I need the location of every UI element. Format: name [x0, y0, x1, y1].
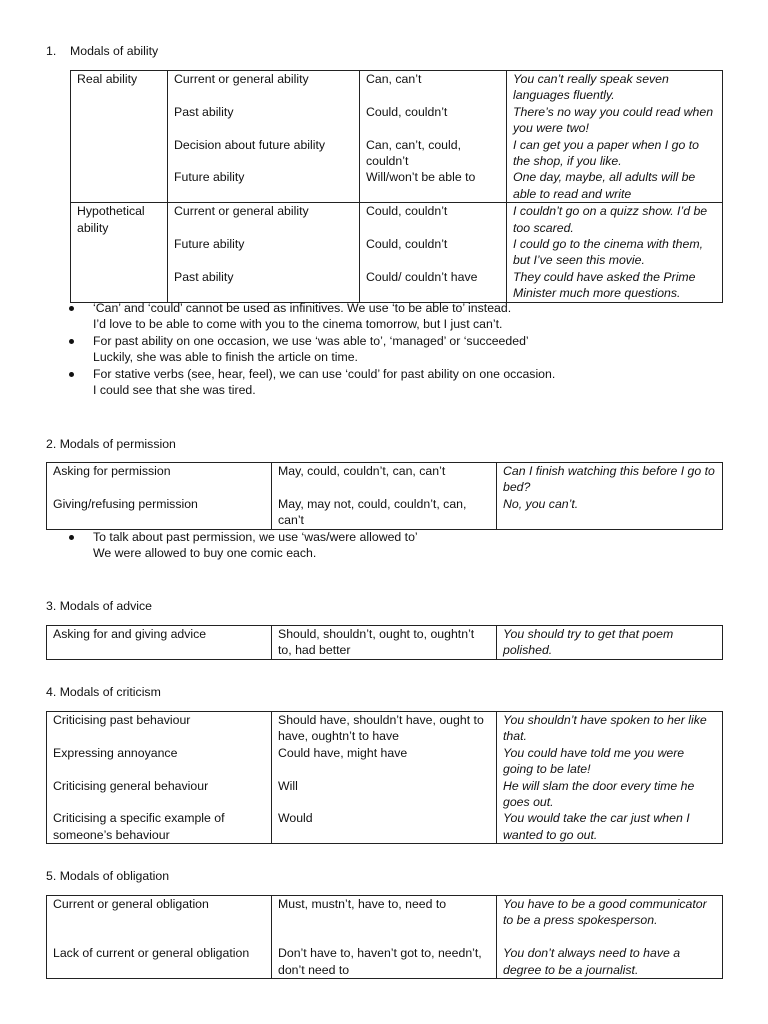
note-text: ‘Can’ and ‘could’ cannot be used as infinitives. We use ‘to be able to’ instead. — [93, 301, 512, 315]
example-cell — [497, 463, 723, 530]
example-entry: Can I finish watching this before I go to bed? — [503, 464, 715, 495]
forms-cell — [272, 712, 497, 844]
category-cell: Hypothetical ability — [71, 203, 168, 302]
forms-entry: Would — [278, 811, 313, 826]
example-entry: You have to be a good communicator to be a press spokesperson. — [503, 897, 707, 928]
forms-cell — [272, 463, 497, 530]
use-entry: Criticising past behaviour — [53, 713, 191, 727]
use-cell — [168, 203, 360, 302]
section-heading-advice — [46, 598, 152, 614]
use-cell — [47, 463, 272, 530]
section-number: 3. — [46, 599, 57, 613]
permission-notes — [66, 529, 418, 562]
example-entry: I could go to the cinema with them, but I’ve seen this movie. — [513, 237, 704, 268]
note-example: I could see that she was tired. — [93, 383, 256, 398]
forms-entry: Could/ couldn’t have — [366, 269, 478, 284]
example-entry: You can’t really speak seven languages fluently. — [513, 72, 669, 103]
permission-table — [46, 462, 723, 530]
use-entry: Decision about future ability — [174, 137, 326, 152]
forms-cell: Should, shouldn’t, ought to, oughtn’t to, had better — [272, 626, 497, 660]
example-entry: They could have asked the Prime Minister much more questions. — [513, 269, 696, 301]
section-heading-criticism — [46, 684, 161, 700]
list-item — [66, 333, 555, 366]
forms-entry: Could, couldn’t — [366, 104, 448, 119]
use-entry: Lack of current or general obligation — [53, 946, 250, 961]
use-entry: Current or general ability — [174, 204, 309, 219]
example-entry: You would take the car just when I wanted to go out. — [503, 811, 690, 842]
use-entry: Criticising a specific example of someone’s behaviour — [53, 811, 225, 842]
use-cell — [47, 896, 272, 979]
example-entry: You could have told me you were going to be late! — [503, 745, 685, 777]
forms-entry: Could, couldn’t — [366, 204, 448, 219]
forms-cell — [360, 203, 507, 302]
section-number: 2. — [46, 437, 57, 451]
list-item — [66, 366, 555, 399]
example-entry: I can get you a paper when I go to the shop, if you like. — [513, 137, 699, 168]
use-cell — [47, 712, 272, 844]
forms-entry: Should have, shouldn’t have, ought to have, oughtn’t to have — [278, 713, 484, 744]
note-text: For stative verbs (see, hear, feel), we can use ‘could’ for past ability on one occasion. — [93, 366, 556, 381]
table-row — [71, 203, 723, 302]
example-entry: No, you can’t. — [503, 496, 579, 511]
forms-entry: Will — [278, 778, 298, 793]
note-example: We were allowed to buy one comic each. — [93, 546, 317, 561]
example-cell — [497, 712, 723, 844]
category-cell: Real ability — [71, 71, 168, 203]
section-number: 5. — [46, 869, 57, 883]
forms-entry: Must, mustn’t, have to, need to — [278, 897, 447, 911]
section-title: Modals of advice — [59, 599, 152, 613]
example-cell — [507, 71, 723, 203]
section-number: 1. — [46, 44, 57, 58]
section-title: Modals of permission — [59, 437, 176, 451]
section-heading-ability — [46, 43, 158, 59]
forms-entry: Will/won’t be able to — [366, 170, 476, 185]
use-entry: Future ability — [174, 237, 245, 251]
forms-cell — [360, 71, 507, 203]
table-row — [47, 626, 723, 660]
use-entry: Expressing annoyance — [53, 745, 178, 760]
example-cell — [507, 203, 723, 302]
section-heading-permission — [46, 436, 176, 452]
forms-entry: Don’t have to, haven’t got to, needn’t, don’t need to — [278, 946, 482, 977]
example-entry: He will slam the door every time he goes out. — [503, 778, 695, 809]
use-cell — [168, 71, 360, 203]
use-entry: Future ability — [174, 170, 245, 185]
forms-entry: Can, can’t — [366, 72, 422, 86]
use-entry: Current or general obligation — [53, 897, 209, 911]
example-entry: You don’t always need to have a degree to be a journalist. — [503, 946, 681, 977]
example-entry: You shouldn’t have spoken to her like that. — [503, 713, 707, 744]
forms-entry: Could, couldn’t — [366, 237, 448, 251]
section-heading-obligation — [46, 868, 169, 884]
forms-entry: May, could, couldn’t, can, can’t — [278, 464, 446, 478]
use-entry: Asking for permission — [53, 464, 171, 478]
section-title: Modals of criticism — [59, 685, 161, 699]
example-cell: You should try to get that poem polished. — [497, 626, 723, 660]
forms-entry: Can, can’t, could, couldn’t — [366, 137, 462, 168]
list-item — [66, 529, 418, 562]
ability-table — [70, 70, 723, 303]
example-entry: There’s no way you could read when you were two! — [513, 104, 714, 136]
use-entry: Past ability — [174, 269, 234, 284]
note-example: Luckily, she was able to finish the article on time. — [93, 350, 358, 365]
example-cell — [497, 896, 723, 979]
forms-entry: Could have, might have — [278, 745, 408, 760]
criticism-table — [46, 711, 723, 844]
ability-notes — [66, 300, 555, 398]
use-entry: Giving/refusing permission — [53, 496, 198, 511]
obligation-table — [46, 895, 723, 979]
table-row — [47, 463, 723, 530]
example-entry: I couldn’t go on a quizz show. I’d be too scared. — [513, 204, 708, 235]
forms-cell — [272, 896, 497, 979]
use-entry: Current or general ability — [174, 72, 309, 86]
section-number: 4. — [46, 685, 57, 699]
note-text: To talk about past permission, we use ‘was/were allowed to’ — [93, 530, 418, 544]
advice-table — [46, 625, 723, 660]
use-entry: Past ability — [174, 104, 234, 119]
use-entry: Criticising general behaviour — [53, 778, 209, 793]
example-entry: One day, maybe, all adults will be able to read and write — [513, 170, 696, 201]
table-row — [47, 896, 723, 979]
note-example: I’d love to be able to come with you to the cinema tomorrow, but I just can’t. — [93, 317, 503, 332]
section-title: Modals of ability — [70, 44, 159, 58]
table-row — [71, 71, 723, 203]
section-title: Modals of obligation — [59, 869, 170, 883]
note-text: For past ability on one occasion, we use ‘was able to’, ‘managed’ or ‘succeeded’ — [93, 333, 529, 348]
table-row — [47, 712, 723, 844]
list-item — [66, 300, 555, 333]
forms-entry: May, may not, could, couldn’t, can, can’t — [278, 496, 467, 528]
use-cell: Asking for and giving advice — [47, 626, 272, 660]
